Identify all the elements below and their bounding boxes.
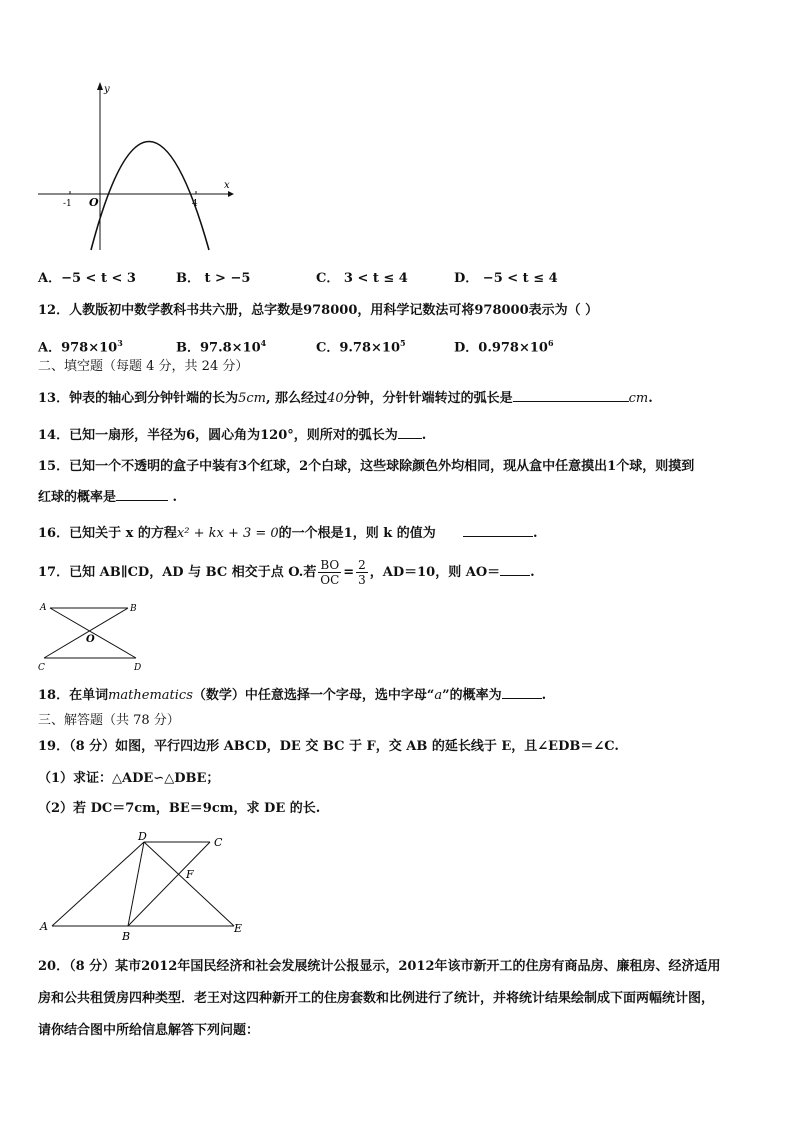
q17-answer-blank bbox=[500, 563, 530, 576]
fig19-label-e: E bbox=[234, 922, 243, 935]
q19-part1: （1）求证：△ADE∽△DBE； bbox=[38, 771, 220, 786]
fig17-label-d: D bbox=[134, 663, 142, 672]
q18-answer-blank bbox=[502, 686, 542, 699]
fig19-label-b: B bbox=[122, 930, 131, 943]
y-axis-arrow bbox=[97, 82, 103, 90]
fig17-label-o: O bbox=[86, 634, 95, 645]
q11-option-b: B． t > −5 bbox=[176, 271, 251, 286]
q20-line2: 房和公共租赁房四种类型．老王对这四种新开工的住房套数和比例进行了统计，并将统计结果绘制成下面两幅统计图， bbox=[38, 991, 715, 1006]
q19-part2: （2）若 DC＝7cm，BE＝9cm，求 DE 的长. bbox=[38, 801, 321, 816]
parabola-graph bbox=[36, 78, 236, 253]
origin-label: O bbox=[89, 196, 99, 209]
q15-line1: 15．已知一个不透明的盒子中装有3个红球，2个白球，这些球除颜色外均相同，现从盒中任意摸出1个球，则摸到 bbox=[38, 459, 695, 474]
q17-figure bbox=[36, 600, 146, 672]
fig19-label-f: F bbox=[186, 868, 194, 881]
q20-line1: 20．（8 分）某市2012年国民经济和社会发展统计公报显示，2012年该市新开工的住房有商品房、廉租房、经济适用 bbox=[38, 959, 721, 974]
parabola-curve bbox=[91, 142, 209, 251]
x-axis-label: x bbox=[224, 180, 230, 191]
q12-option-b: B．$97.8\times 10^4$ bbox=[176, 338, 267, 356]
q12-option-a: A．$978\times 10^3$ bbox=[38, 338, 123, 356]
q14: 14．已知一扇形，半径为6，圆心角为120°，则所对的弧长为 . bbox=[38, 428, 427, 443]
fig17-label-c: C bbox=[38, 663, 45, 672]
q16-answer-blank bbox=[463, 524, 533, 537]
q11-option-c: C． 3 < t ≤ 4 bbox=[316, 271, 408, 286]
fig19-label-c: C bbox=[214, 836, 223, 849]
q13-answer-blank bbox=[513, 389, 629, 402]
bo-oc-fraction: $\frac{BO}{OC}$ bbox=[320, 558, 340, 587]
q11-option-d: D． −5 < t ≤ 4 bbox=[454, 271, 558, 286]
two-thirds-fraction: $\frac{2}{3}$ bbox=[358, 558, 366, 587]
x-axis-arrow bbox=[228, 191, 234, 197]
q16: 16．已知关于 x 的方程x² + kx + 3 = 0的一个根是1，则 k 的值为 . bbox=[38, 526, 538, 541]
q12-stem: 12．人教版初中数学教科书共六册，总字数是978000，用科学记数法可将978000表示为（ ） bbox=[38, 303, 599, 318]
section-answer-title: 三、解答题（共 78 分） bbox=[38, 713, 180, 728]
q11-option-a: A．−5 < t < 3 bbox=[38, 271, 136, 286]
q12-option-d: D．$0.978\times 10^6$ bbox=[454, 338, 554, 356]
fig17-label-b: B bbox=[130, 604, 137, 614]
q17: 17．已知 AB∥CD，AD 与 BC 相交于点 O.若 $\frac{BO}{OC}$ = $\frac{2}{3}$ ，AD＝10，则 AO＝ . bbox=[38, 558, 535, 587]
q20-line3: 请你结合图中所给信息解答下列问题： bbox=[38, 1023, 260, 1038]
q15-answer-blank bbox=[116, 488, 168, 501]
q19-stem: 19．（8 分）如图，平行四边形 ABCD，DE 交 BC 于 F，交 AB 的延长线于 E，且∠EDB＝∠C. bbox=[38, 739, 619, 754]
q18: 18．在单词mathematics（数学）中任意选择一个字母，选中字母“a”的概率为 . bbox=[38, 688, 547, 703]
tick-label-4: 4 bbox=[192, 199, 198, 209]
fig19-label-d: D bbox=[138, 830, 147, 843]
fig17-label-a: A bbox=[40, 603, 47, 613]
section-fill-in-title: 二、填空题（每题 4 分，共 24 分） bbox=[38, 359, 249, 374]
q12-option-c: C．$9.78\times 10^5$ bbox=[316, 338, 406, 356]
q13: 13．钟表的轴心到分钟针端的长为5cm, 那么经过40分钟，分针针端转过的弧长是 cm. bbox=[38, 391, 653, 406]
y-axis-label: y bbox=[104, 84, 110, 95]
fig19-label-a: A bbox=[40, 920, 48, 933]
q19-figure bbox=[36, 828, 256, 944]
tick-label-neg1: -1 bbox=[63, 199, 72, 209]
q14-answer-blank bbox=[398, 426, 422, 439]
q15-line2: 红球的概率是 . bbox=[38, 490, 178, 505]
